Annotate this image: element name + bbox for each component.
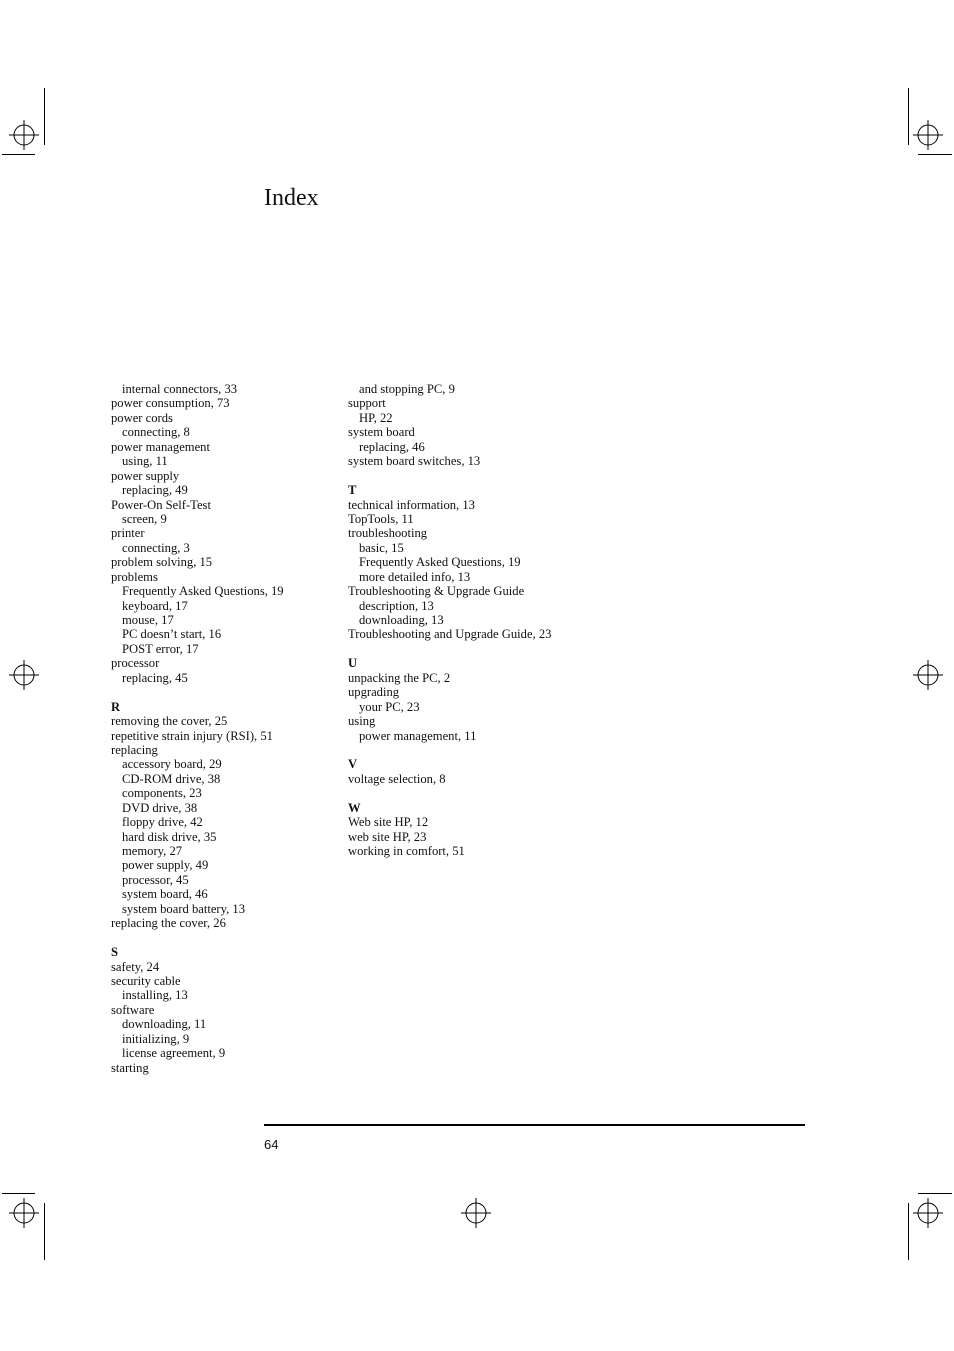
registration-mark-icon (9, 1198, 39, 1228)
index-subentry: CD-ROM drive, 38 (122, 771, 221, 786)
index-entry: working in comfort, 51 (348, 844, 465, 858)
footer-rule (264, 1124, 805, 1126)
crop-line (918, 1193, 952, 1194)
index-subentry: system board battery, 13 (122, 901, 245, 916)
index-entry: repetitive strain injury (RSI), 51 (111, 728, 273, 743)
section-spacer (348, 469, 628, 483)
index-entry: Troubleshooting and Upgrade Guide, 23 (348, 627, 552, 642)
index-section-letter: V (348, 757, 358, 772)
section-spacer (348, 786, 628, 800)
section-spacer (111, 931, 341, 945)
index-subentry: power management, 11 (359, 728, 477, 743)
index-subentry: internal connectors, 33 (122, 382, 238, 396)
index-subentry: replacing, 49 (122, 483, 188, 498)
index-subentry: power supply, 49 (122, 858, 209, 873)
index-entry: software (111, 1002, 155, 1017)
index-subentry: initializing, 9 (122, 1031, 190, 1046)
registration-mark-icon (461, 1198, 491, 1228)
index-entry: system board switches, 13 (348, 454, 481, 469)
index-subentry: installing, 13 (122, 988, 188, 1003)
index-section-letter: S (111, 945, 119, 960)
index-entry: technical information, 13 (348, 497, 475, 512)
index-entry: security cable (111, 973, 181, 988)
index-section-letter: R (111, 699, 121, 714)
index-subentry: Frequently Asked Questions, 19 (122, 584, 284, 599)
index-subentry: and stopping PC, 9 (359, 382, 455, 396)
index-subentry: PC doesn’t start, 16 (122, 627, 222, 642)
index-subentry: screen, 9 (122, 511, 167, 526)
index-subentry: system board, 46 (122, 887, 208, 902)
registration-mark-icon (913, 660, 943, 690)
section-spacer (348, 743, 628, 757)
index-subentry: connecting, 3 (122, 540, 190, 555)
index-entry: troubleshooting (348, 526, 428, 541)
index-section-letter: W (348, 800, 361, 815)
index-entry: replacing the cover, 26 (111, 916, 226, 931)
index-entry: power cords (111, 410, 173, 425)
page-number: 64 (264, 1137, 279, 1152)
index-subentry: keyboard, 17 (122, 598, 188, 613)
crop-line (2, 1193, 35, 1194)
index-entry: problems (111, 569, 158, 584)
index-section-letter: U (348, 656, 358, 671)
index-entry: Web site HP, 12 (348, 815, 429, 830)
crop-line (2, 154, 35, 155)
index-entry: power consumption, 73 (111, 396, 230, 411)
index-entry: unpacking the PC, 2 (348, 670, 451, 685)
index-subentry: DVD drive, 38 (122, 800, 198, 815)
index-subentry: floppy drive, 42 (122, 815, 203, 830)
crop-line (918, 154, 952, 155)
section-spacer (348, 642, 628, 656)
index-entry: upgrading (348, 685, 400, 700)
page-title: Index (264, 185, 319, 211)
index-column-right (348, 382, 628, 858)
index-subentry: Frequently Asked Questions, 19 (359, 555, 521, 570)
registration-mark-icon (913, 120, 943, 150)
index-column-left (111, 382, 341, 1075)
registration-mark-icon (9, 660, 39, 690)
index-subentry: your PC, 23 (359, 699, 420, 714)
index-entry: system board (348, 425, 415, 440)
index-subentry: components, 23 (122, 786, 202, 801)
index-entry: replacing (111, 742, 158, 757)
index-subentry: HP, 22 (359, 410, 393, 425)
section-spacer (111, 685, 341, 699)
index-subentry: description, 13 (359, 598, 434, 613)
index-subentry: mouse, 17 (122, 613, 174, 627)
index-subentry: hard disk drive, 35 (122, 829, 217, 844)
index-subentry: processor, 45 (122, 872, 189, 887)
index-entry: processor (111, 656, 160, 671)
index-subentry: connecting, 8 (122, 425, 190, 440)
index-entry: starting (111, 1060, 149, 1075)
index-entry: problem solving, 15 (111, 555, 213, 570)
index-entry: power supply (111, 468, 180, 483)
index-entry: safety, 24 (111, 959, 160, 974)
index-entry: Power-On Self-Test (111, 497, 211, 512)
index-subentry: more detailed info, 13 (359, 569, 471, 584)
index-entry: power management (111, 439, 210, 454)
crop-line (908, 88, 909, 145)
index-entry: Troubleshooting & Upgrade Guide (348, 584, 525, 599)
registration-mark-icon (9, 120, 39, 150)
index-subentry: license agreement, 9 (122, 1046, 226, 1061)
crop-line (44, 88, 45, 145)
index-entry: TopTools, 11 (348, 511, 414, 526)
index-entry: removing the cover, 25 (111, 714, 228, 729)
index-subentry: POST error, 17 (122, 641, 199, 656)
index-entry: printer (111, 526, 145, 541)
crop-line (908, 1203, 909, 1260)
index-subentry: downloading, 13 (359, 613, 444, 627)
index-subentry: using, 11 (122, 454, 168, 469)
crop-line (44, 1203, 45, 1260)
index-subentry: replacing, 46 (359, 439, 425, 454)
index-subentry: basic, 15 (359, 540, 404, 555)
index-section-letter: T (348, 483, 357, 498)
index-subentry: replacing, 45 (122, 670, 188, 685)
index-entry: voltage selection, 8 (348, 771, 446, 786)
registration-mark-icon (913, 1198, 943, 1228)
index-entry: support (348, 396, 386, 411)
index-subentry: downloading, 11 (122, 1017, 207, 1032)
index-entry: web site HP, 23 (348, 829, 427, 844)
index-subentry: accessory board, 29 (122, 757, 222, 772)
index-entry: using (348, 714, 376, 729)
index-subentry: memory, 27 (122, 844, 183, 858)
